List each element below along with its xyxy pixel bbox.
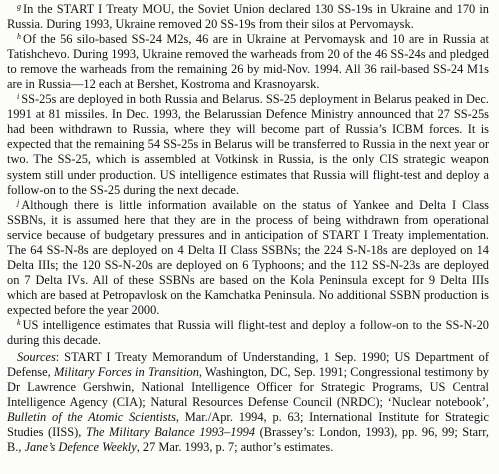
footnote-i — [7, 92, 489, 197]
footnote-k — [7, 318, 489, 348]
footnote-marker: k — [17, 317, 21, 327]
source-title: Jane’s Defence Weekly — [24, 440, 137, 455]
footnote-marker: g — [17, 2, 21, 11]
footnote-marker: i — [17, 92, 20, 102]
footnote-j — [7, 198, 489, 318]
footnote-text: In the START I Treaty MOU, the Soviet Union declared 130 SS-19s in Ukraine and 170 in Russia. During 1993, Ukraine removed 20 SS-19s from their silos at Pervomaysk. — [7, 2, 489, 32]
sources-label: Sources — [17, 350, 56, 365]
sources-text: , Mar./Apr. 1994, p. 63; International Institute for Strategic Studies (IISS), — [7, 410, 489, 440]
sources-text: , Washington, DC, Sep. 1991; Congressional testimony by Dr Lawrence Gershwin, National Intelligence Officer for Strategic Programs, US Central Intelligence Agency (CIA); Natural Resources Defense Council (NRDC); ‘Nuclear notebook’, — [7, 365, 489, 410]
source-title: The Military Balance 1993–1994 — [85, 425, 256, 440]
sources-colon: : — [55, 350, 65, 365]
sources-text: START I Treaty Memorandum of Understanding, 1 Sep. 1990; US Department of Defense, — [7, 350, 489, 380]
footnote-text: Of the 56 silo-based SS-24 M2s, 46 are in Ukraine at Pervomaysk and 10 are in Russia at Tatishchevo. During 1993, Ukraine removed the warheads from 20 of the 46 SS-24s and pledged to remove the warheads from the remaining 26 by mid-Nov. 1994. All 36 rail-based SS-24 M1s are in Russia—12 each at Bershet, Kostroma and Krasnoyarsk. — [7, 32, 489, 92]
footnote-text: Although there is little information available on the status of Yankee and Delta I Class SSBNs, it is assumed here that they are in the process of being withdrawn from operational service because of budgetary pressures and in anticipation of START I Treaty implementation. The 64 SS-N-8s are deployed on 4 Delta II Class SSBNs; the 224 S-N-18s are deployed on 14 Delta IIIs; the 120 SS-N-20s are deployed on 6 Typhoons; and the 112 SS-N-23s are deployed on 7 Delta IVs. All of these SSBNs are based on the Kola Peninsula except for 9 Delta IIIs which are based at Petropavlosk on the Kamchatka Peninsula. No additional SSBN production is expected before the year 2000. — [7, 197, 489, 317]
footnote-g — [7, 2, 489, 32]
source-title: Military Forces in Transition — [53, 365, 199, 380]
footnote-text: US intelligence estimates that Russia will flight-test and deploy a follow-on to the SS-N-20 during this decade. — [7, 317, 489, 348]
source-title: Bulletin of the Atomic Scientists — [7, 410, 176, 425]
sources-note — [7, 350, 489, 455]
footnote-text: SS-25s are deployed in both Russia and Belarus. SS-25 deployment in Belarus peaked in Dec. 1991 at 81 missiles. In Dec. 1993, the Belarussian Defence Ministry announced that 27 SS-25s had been withdrawn to Russia, where they will become part of Russia’s ICBM forces. It is expected that the remaining 54 SS-25s in Belarus will be transferred to Russia in the next year or two. The SS-25, which is assembled at Votkinsk in Russia, is the only CIS strategic weapon system still under production. US intelligence estimates that Russia will flight-test and deploy a follow-on to the SS-25 during the next decade. — [7, 92, 489, 197]
sources-text: , 27 Mar. 1993, p. 7; author’s estimates. — [136, 440, 334, 455]
sources-text: (Brassey’s: London, 1993), pp. 96, 99; Starr, B., — [7, 425, 489, 455]
footnote-h — [7, 32, 489, 92]
footnote-marker: j — [17, 197, 20, 207]
footnote-marker: h — [17, 32, 21, 42]
